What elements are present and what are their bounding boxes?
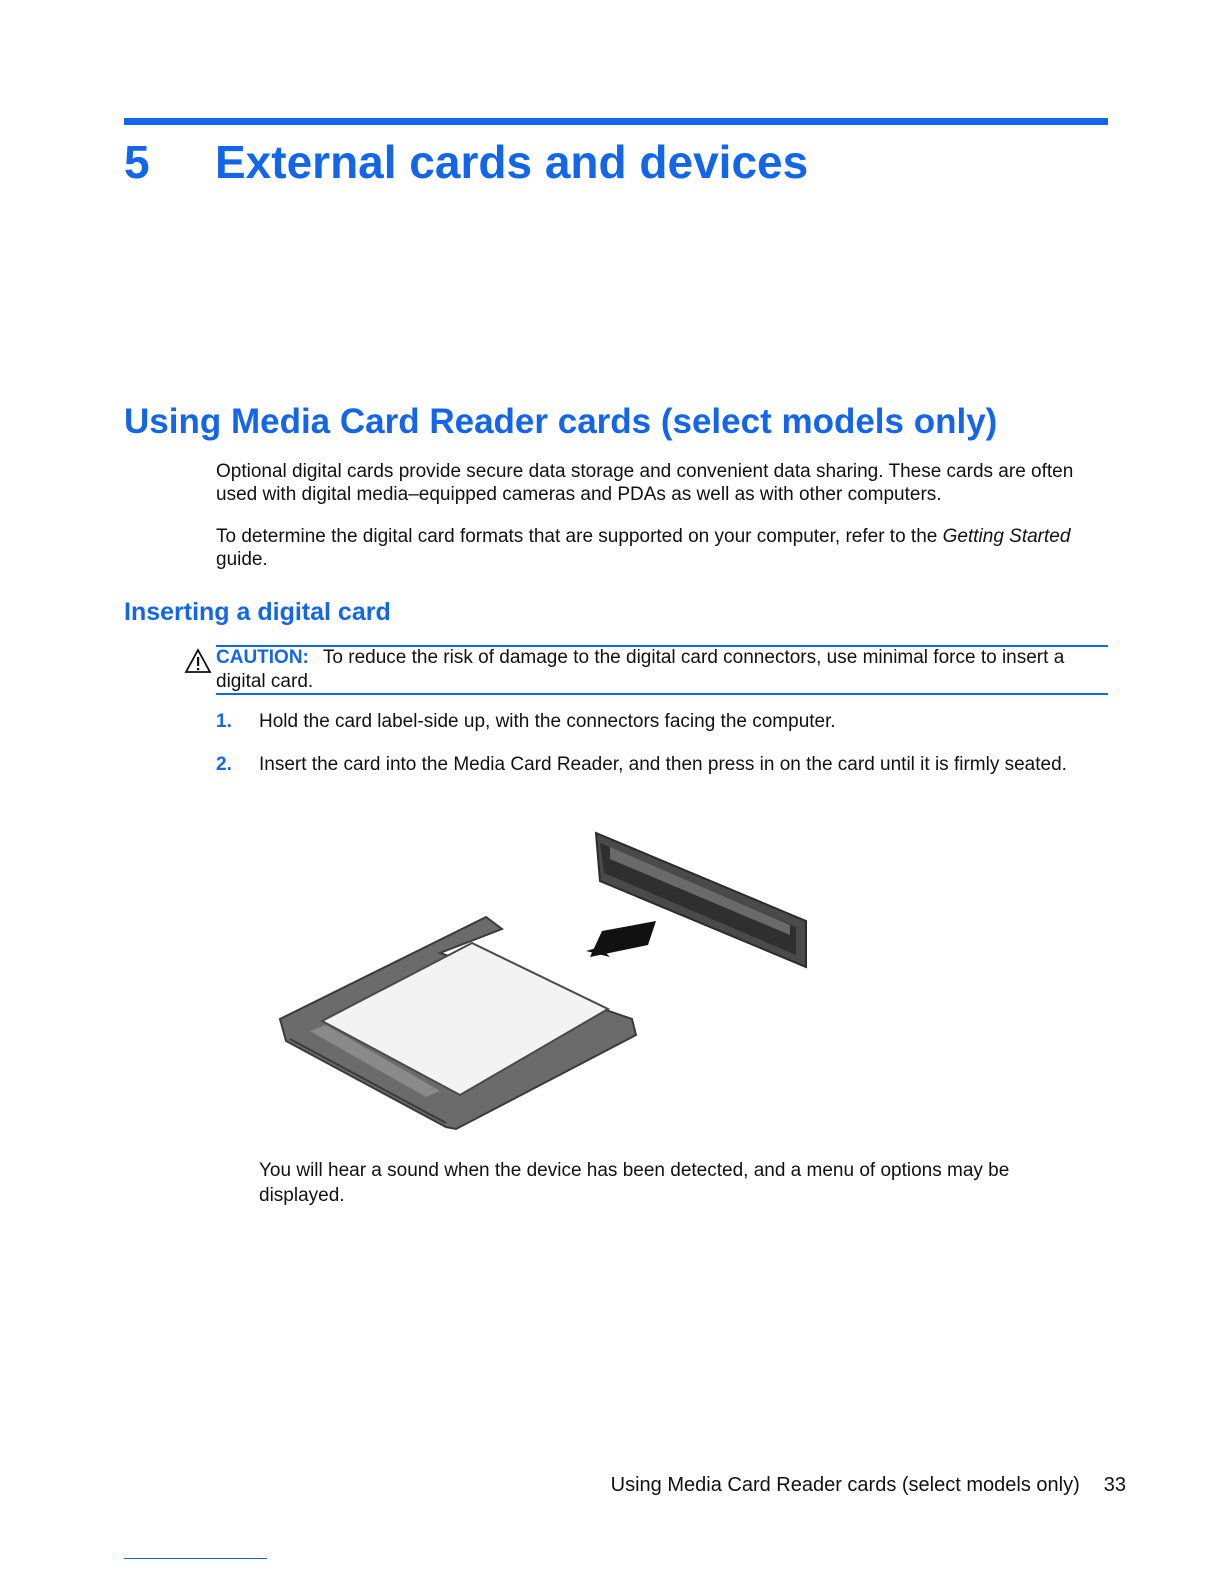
caution-label: CAUTION: xyxy=(216,647,309,668)
section-title: Using Media Card Reader cards (select models only) xyxy=(124,402,998,441)
insert-arrow-icon xyxy=(586,921,656,957)
step-number: 2. xyxy=(216,754,232,775)
formats-text-before: To determine the digital card formats that are supported on your computer, refer to the xyxy=(216,526,943,547)
card-insertion-illustration xyxy=(270,825,830,1135)
step-text: Hold the card label-side up, with the connectors facing the computer. xyxy=(259,711,836,732)
formats-paragraph xyxy=(216,525,1086,571)
subsection-title: Inserting a digital card xyxy=(124,598,391,626)
page-number: 33 xyxy=(1103,1474,1126,1496)
formats-text-after: guide. xyxy=(216,549,268,570)
sd-card-illustration xyxy=(280,917,636,1129)
chapter-number: 5 xyxy=(124,136,150,188)
chapter-title: External cards and devices xyxy=(215,136,809,188)
caution-bottom-rule xyxy=(216,693,1108,695)
intro-paragraph: Optional digital cards provide secure data storage and convenient data sharing. These cards are often used with digital media–equipped cameras and PDAs as well as with other computers. xyxy=(216,461,1074,505)
step-number: 1. xyxy=(216,711,232,732)
detection-paragraph: You will hear a sound when the device has been detected, and a menu of options may be displayed. xyxy=(259,1160,1010,1206)
chapter-top-rule xyxy=(124,118,1108,125)
guide-title: Getting Started xyxy=(942,526,1071,547)
footer-running-title: Using Media Card Reader cards (select models only) xyxy=(610,1474,1080,1496)
caution-note xyxy=(216,646,1108,694)
caution-text: To reduce the risk of damage to the digital card connectors, use minimal force to insert a digital card. xyxy=(216,647,1065,692)
step-text: Insert the card into the Media Card Reader, and then press in on the card until it is firmly seated. xyxy=(259,754,1067,775)
warning-triangle-icon xyxy=(184,648,212,674)
page-footer xyxy=(611,1472,1126,1498)
footer-bottom-rule xyxy=(124,1558,267,1559)
